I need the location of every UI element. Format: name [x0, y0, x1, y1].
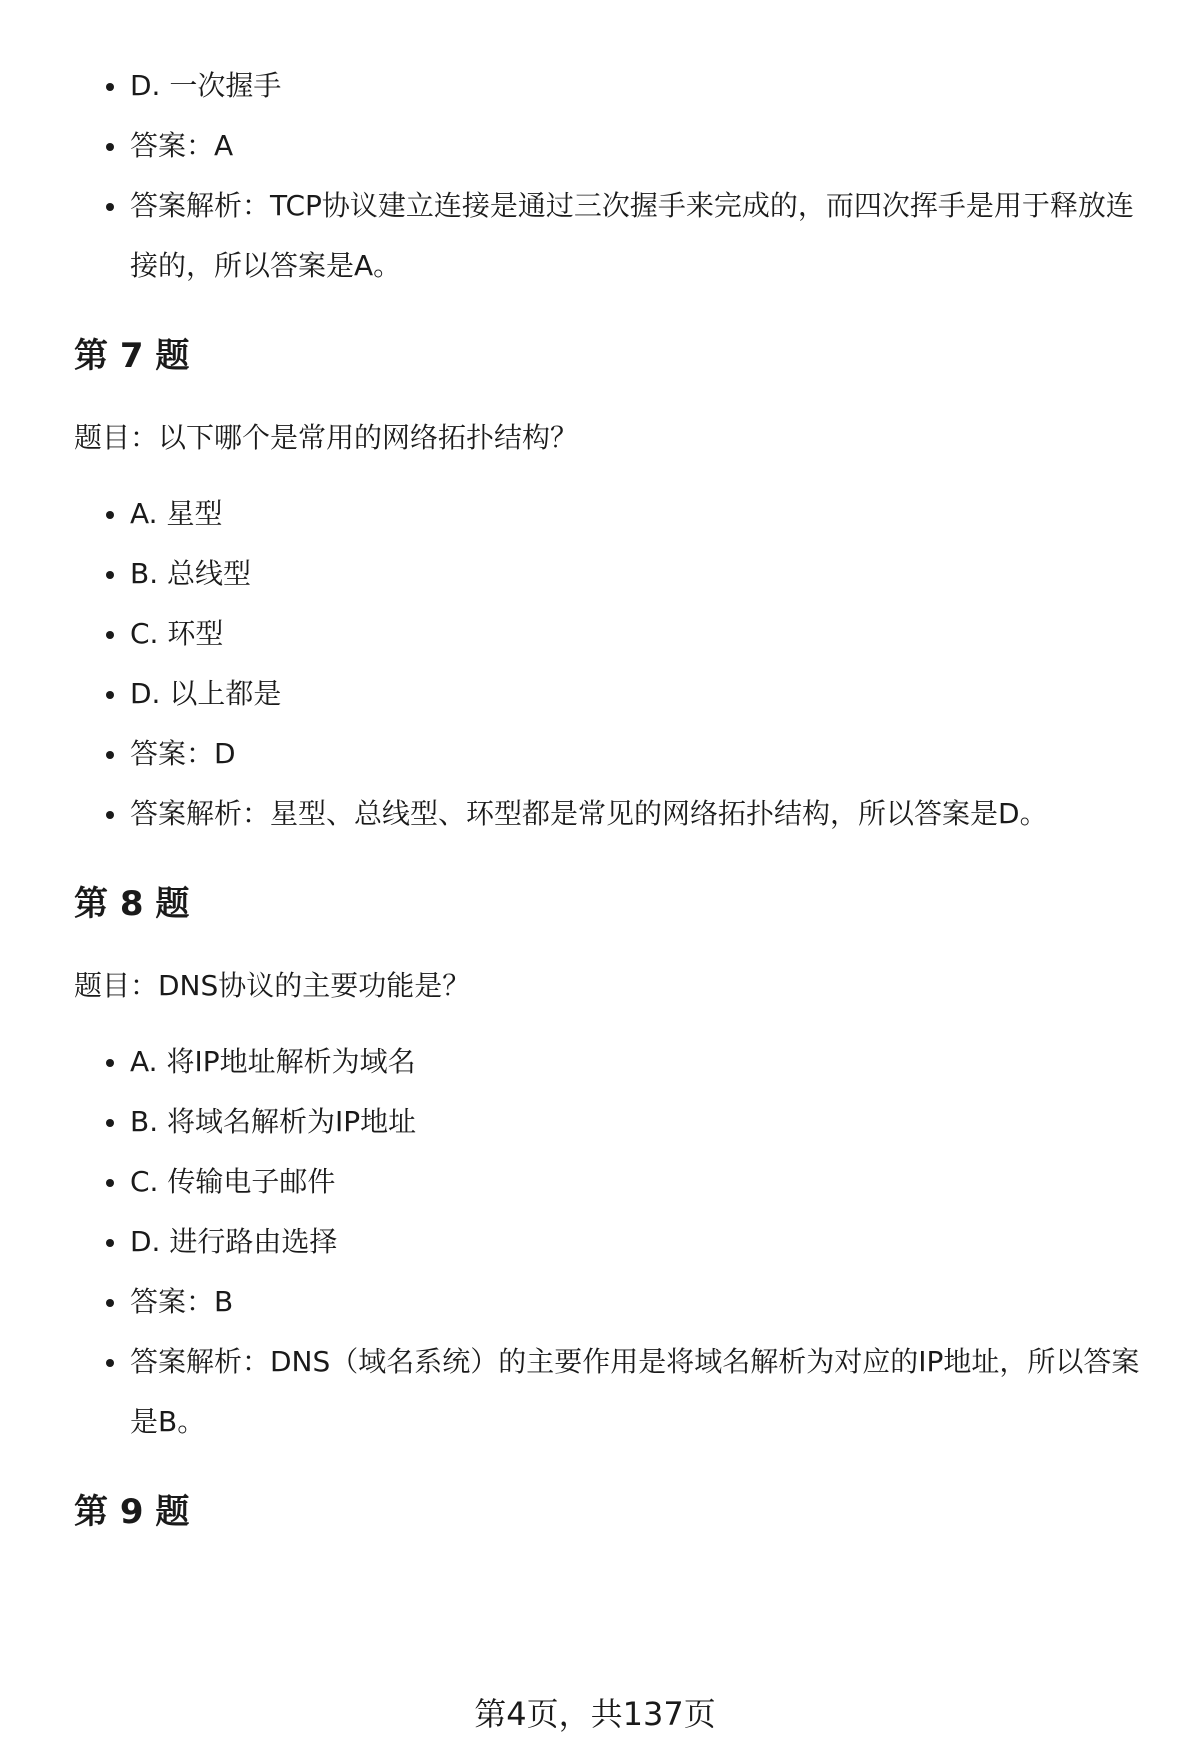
list-item: 答案：B [74, 1272, 1154, 1332]
list-item: 答案：A [74, 116, 1154, 176]
list-item: D. 以上都是 [74, 664, 1154, 724]
document-content [74, 56, 1154, 1544]
list-item: D. 一次握手 [74, 56, 1154, 116]
question-heading-9: 第 9 题 [74, 1492, 190, 1532]
list-item: 答案解析：星型、总线型、环型都是常见的网络拓扑结构，所以答案是D。 [74, 784, 1154, 844]
list-item: D. 进行路由选择 [74, 1212, 1154, 1272]
list-item: A. 将IP地址解析为域名 [74, 1032, 1154, 1092]
question-text-7: 题目：以下哪个是常用的网络拓扑结构？ [74, 421, 579, 454]
question-8-list [74, 1032, 1154, 1452]
page-number: 第4页，共137页 [474, 1695, 716, 1733]
list-item: 答案：D [74, 724, 1154, 784]
list-item: 答案解析：TCP协议建立连接是通过三次握手来完成的，而四次挥手是用于释放连接的，所以答案是A。 [74, 176, 1154, 296]
question-text-8: 题目：DNS协议的主要功能是？ [74, 969, 471, 1002]
list-item: A. 星型 [74, 484, 1154, 544]
list-item: B. 总线型 [74, 544, 1154, 604]
prev-question-list [74, 56, 1154, 296]
question-heading-7: 第 7 题 [74, 336, 190, 376]
list-item: B. 将域名解析为IP地址 [74, 1092, 1154, 1152]
list-item: C. 传输电子邮件 [74, 1152, 1154, 1212]
question-7-list [74, 484, 1154, 844]
list-item: 答案解析：DNS（域名系统）的主要作用是将域名解析为对应的IP地址，所以答案是B。 [74, 1332, 1154, 1452]
question-heading-8: 第 8 题 [74, 884, 190, 924]
list-item: C. 环型 [74, 604, 1154, 664]
